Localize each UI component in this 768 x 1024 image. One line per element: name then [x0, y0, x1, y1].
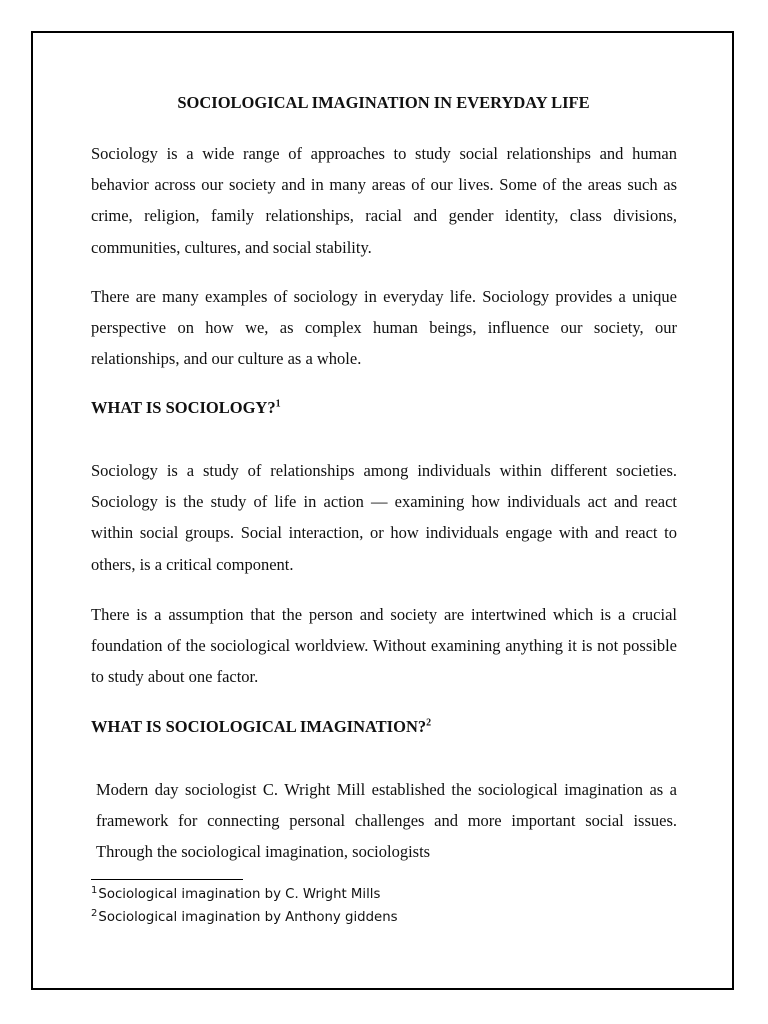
- paragraph-mills: Modern day sociologist C. Wright Mill established the sociological imagination as a framework for connecting personal challenges and more important social issues. Through the sociological imagination, sociologists: [96, 780, 677, 862]
- footnote-ref: 2: [426, 717, 432, 729]
- footnote-ref: 1: [275, 398, 281, 410]
- paragraph-definition: Sociology is a study of relationships among individuals within different societies. Sociology is the study of life in action — examining how individuals act and react within social groups. Social interaction, or how individuals engage with and react to others, is a critical component.: [91, 461, 677, 574]
- paragraph-assumption: There is a assumption that the person and society are intertwined which is a crucial foundation of the sociological worldview. Without examining anything it is not possible to study about one factor.: [91, 605, 677, 687]
- heading-text: WHAT IS SOCIOLOGICAL IMAGINATION?: [91, 717, 427, 736]
- footnote-2: [91, 909, 398, 927]
- document-title: SOCIOLOGICAL IMAGINATION IN EVERYDAY LIFE: [177, 93, 590, 112]
- paragraph-intro: Sociology is a wide range of approaches to study social relationships and human behavior across our society and in many areas of our lives. Some of the areas such as crime, religion, family relationships, racial and gender identity, class divisions, communities, cultures, and social stability.: [91, 144, 677, 257]
- footnote-1: [91, 886, 380, 904]
- heading-what-is-sociological-imagination: [91, 717, 431, 737]
- heading-text: WHAT IS SOCIOLOGY?: [91, 398, 276, 417]
- footnote-text: Sociological imagination by Anthony giddens: [98, 910, 398, 925]
- heading-what-is-sociology: [91, 398, 281, 418]
- footnote-text: Sociological imagination by C. Wright Mills: [98, 887, 381, 902]
- footnote-separator: [91, 879, 243, 880]
- footnote-mark: 1: [91, 884, 98, 896]
- paragraph-examples: There are many examples of sociology in everyday life. Sociology provides a unique perspective on how we, as complex human beings, influence our society, our relationships, and our culture as a whole.: [91, 287, 677, 369]
- footnote-mark: 2: [91, 907, 98, 919]
